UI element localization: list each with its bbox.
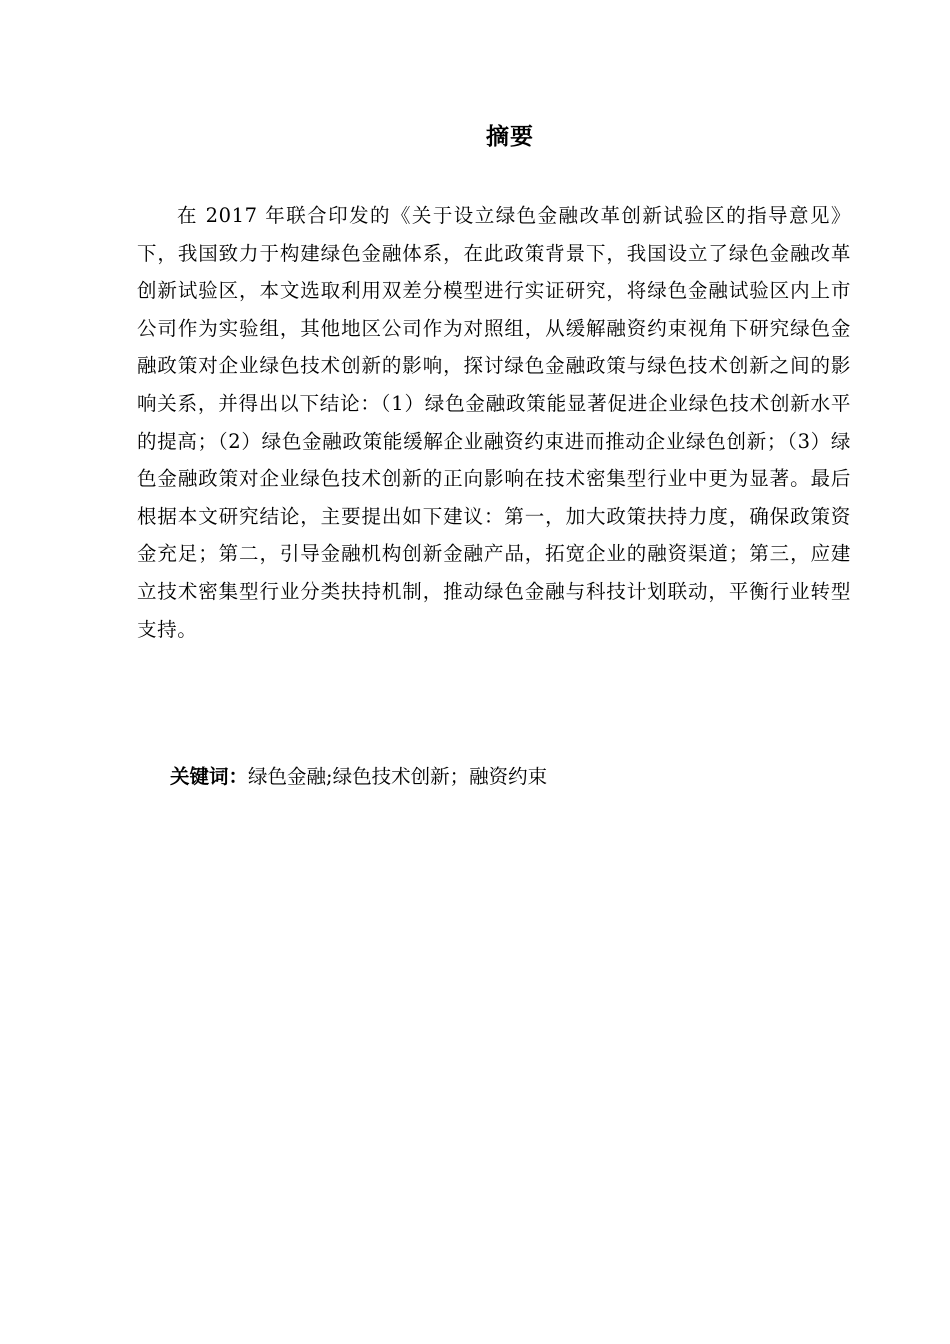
page-title: 摘要 [486, 124, 534, 150]
keywords-line [170, 760, 850, 794]
keywords-label: 关键词： [170, 765, 249, 788]
abstract-paragraph: 在 2017 年联合印发的《关于设立绿色金融改革创新试验区的指导意见》下，我国致力于构建绿色金融体系，在此政策背景下，我国设立了绿色金融改革创新试验区，本文选取利用双差分模型进行实证研究，将绿色金融试验区内上市公司作为实验组，其他地区公司作为对照组，从缓解融资约束视角下研究绿色金融政策对企业绿色技术创新的影响，探讨绿色金融政策与绿色技术创新之间的影响关系，并得出以下结论：（1）绿色金融政策能显著促进企业绿色技术创新水平的提高；（2）绿色金融政策能缓解企业融资约束进而推动企业绿色创新；（3）绿色金融政策对企业绿色技术创新的正向影响在技术密集型行业中更为显著。最后根据本文研究结论，主要提出如下建议：第一，加大政策扶持力度，确保政策资金充足；第二，引导金融机构创新金融产品，拓宽企业的融资渠道；第三，应建立技术密集型行业分类扶持机制，推动绿色金融与科技计划联动，平衡行业转型支持。 [137, 204, 851, 641]
keywords-text: 绿色金融;绿色技术创新；融资约束 [248, 765, 548, 788]
